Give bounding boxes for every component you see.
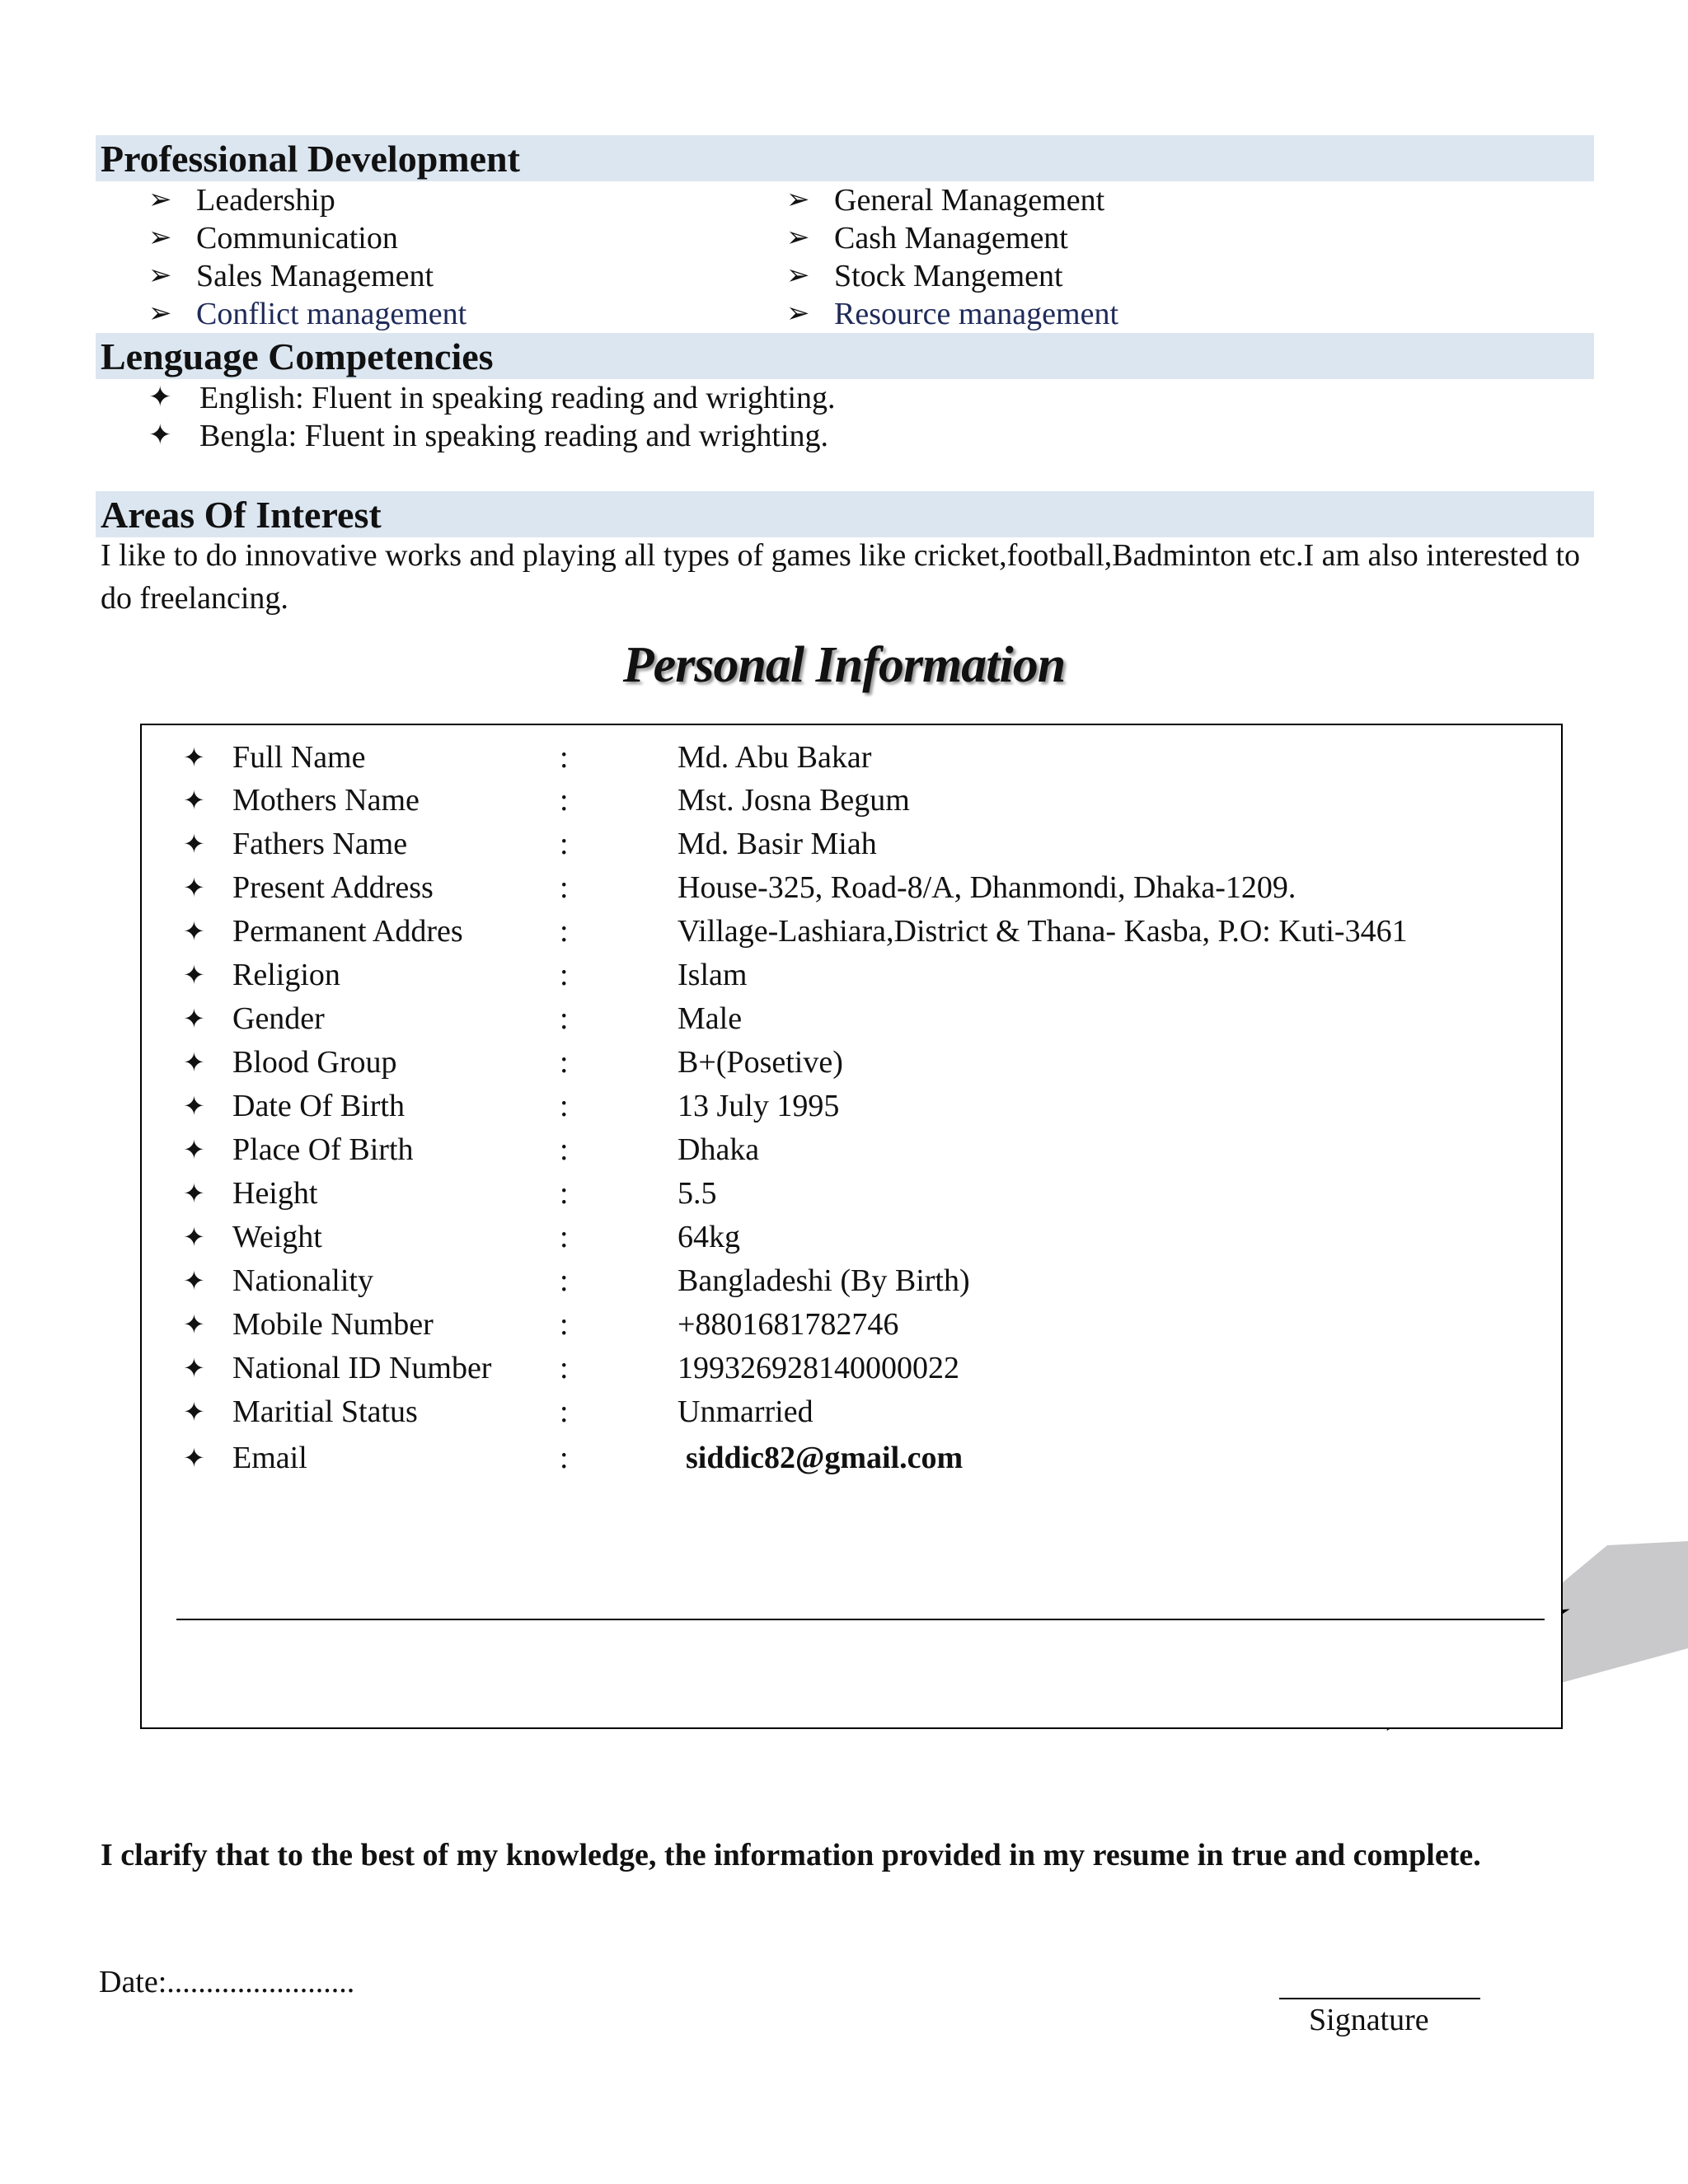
date-field: Date:........................ [99, 1965, 355, 1999]
field-value: 64kg [678, 1220, 740, 1254]
arrow-bullet-icon: ➢ [786, 260, 810, 291]
declaration-text: I clarify that to the best of my knowledge, the information provided in my resume in true and complete. [101, 1838, 1481, 1872]
signature-line [1279, 1998, 1480, 1999]
field-colon: : [560, 1176, 569, 1211]
field-label: Permanent Addres [232, 914, 463, 949]
personal-information-title: Personal Information [622, 637, 1066, 693]
field-label: Gender [232, 1001, 325, 1036]
star-bullet-icon: ✦ [183, 743, 205, 772]
field-colon: : [560, 1089, 569, 1123]
field-colon: : [560, 1394, 569, 1429]
field-label: Fathers Name [232, 827, 408, 861]
field-value: 5.5 [678, 1176, 717, 1211]
star-bullet-icon: ✦ [183, 1179, 205, 1208]
field-value: Md. Basir Miah [678, 827, 877, 861]
field-value: Md. Abu Bakar [678, 740, 872, 775]
field-value: Village-Lashiara,District & Thana- Kasba, P.O: Kuti-3461 [678, 914, 1408, 949]
star-bullet-icon: ✦ [183, 1310, 205, 1339]
star-bullet-icon: ✦ [183, 1135, 205, 1165]
field-value: Male [678, 1001, 743, 1036]
areas-of-interest-heading: Areas Of Interest [101, 494, 382, 536]
field-colon: : [560, 827, 569, 861]
field-value: Unmarried [678, 1394, 814, 1429]
field-value: House-325, Road-8/A, Dhanmondi, Dhaka-1209. [678, 870, 1296, 905]
personal-information-box [140, 724, 1563, 1729]
areas-of-interest-text: I like to do innovative works and playing all types of games like cricket,football,Badminton etc.I am also interested to do freelancing. [101, 538, 1581, 616]
star-bullet-icon: ✦ [183, 785, 205, 815]
field-label: Email [232, 1441, 307, 1475]
arrow-bullet-icon: ➢ [786, 223, 810, 253]
field-label: Blood Group [232, 1045, 397, 1080]
language-competencies-header [96, 333, 1594, 379]
field-label: Mobile Number [232, 1307, 434, 1342]
arrow-bullet-icon: ➢ [148, 223, 172, 253]
field-colon: : [560, 870, 569, 905]
field-label: Nationality [232, 1263, 373, 1298]
language-competencies-heading: Lenguage Competencies [101, 335, 494, 377]
field-value: +8801681782746 [678, 1307, 899, 1342]
field-colon: : [560, 740, 569, 775]
field-value: siddic82@gmail.com [686, 1441, 964, 1475]
star-bullet-icon: ✦ [183, 1222, 205, 1252]
field-label: Date Of Birth [232, 1089, 405, 1123]
professional-development-heading: Professional Development [101, 138, 520, 180]
star-bullet-icon: ✦ [148, 382, 172, 413]
field-value: Bangladeshi (By Birth) [678, 1263, 970, 1298]
field-colon: : [560, 1220, 569, 1254]
star-bullet-icon: ✦ [183, 1266, 205, 1296]
field-colon: : [560, 1441, 569, 1475]
professional-development-header [96, 135, 1594, 181]
divider-line [176, 1619, 1545, 1620]
field-label: Height [232, 1176, 318, 1211]
field-colon: : [560, 958, 569, 992]
star-bullet-icon: ✦ [183, 960, 205, 990]
field-colon: : [560, 1132, 569, 1167]
field-label: National ID Number [232, 1351, 492, 1385]
field-colon: : [560, 1351, 569, 1385]
star-bullet-icon: ✦ [183, 1004, 205, 1033]
star-bullet-icon: ✦ [183, 1091, 205, 1121]
field-colon: : [560, 1045, 569, 1080]
field-label: Mothers Name [232, 783, 420, 818]
signature-label: Signature [1309, 2003, 1429, 2037]
star-bullet-icon: ✦ [183, 916, 205, 946]
field-value: Islam [678, 958, 748, 992]
field-label: Place Of Birth [232, 1132, 414, 1167]
field-colon: : [560, 914, 569, 949]
field-label: Religion [232, 958, 340, 992]
field-colon: : [560, 1001, 569, 1036]
field-value: B+(Posetive) [678, 1045, 843, 1080]
field-label: Full Name [232, 740, 366, 775]
arrow-bullet-icon: ➢ [148, 260, 172, 291]
areas-of-interest-header [96, 491, 1594, 537]
field-label: Present Address [232, 870, 434, 905]
field-colon: : [560, 1307, 569, 1342]
arrow-bullet-icon: ➢ [786, 185, 810, 215]
field-value: 199326928140000022 [678, 1351, 959, 1385]
field-value: 13 July 1995 [678, 1089, 840, 1123]
star-bullet-icon: ✦ [148, 420, 172, 451]
field-value: Mst. Josna Begum [678, 783, 910, 818]
star-bullet-icon: ✦ [183, 829, 205, 859]
star-bullet-icon: ✦ [183, 1443, 205, 1473]
star-bullet-icon: ✦ [183, 1047, 205, 1077]
field-label: Weight [232, 1220, 322, 1254]
field-label: Maritial Status [232, 1394, 418, 1429]
star-bullet-icon: ✦ [183, 1353, 205, 1383]
field-value: Dhaka [678, 1132, 760, 1167]
star-bullet-icon: ✦ [183, 1397, 205, 1427]
arrow-bullet-icon: ➢ [148, 185, 172, 215]
star-bullet-icon: ✦ [183, 873, 205, 902]
field-colon: : [560, 783, 569, 818]
arrow-bullet-icon: ➢ [148, 298, 172, 329]
arrow-bullet-icon: ➢ [786, 298, 810, 329]
field-colon: : [560, 1263, 569, 1298]
